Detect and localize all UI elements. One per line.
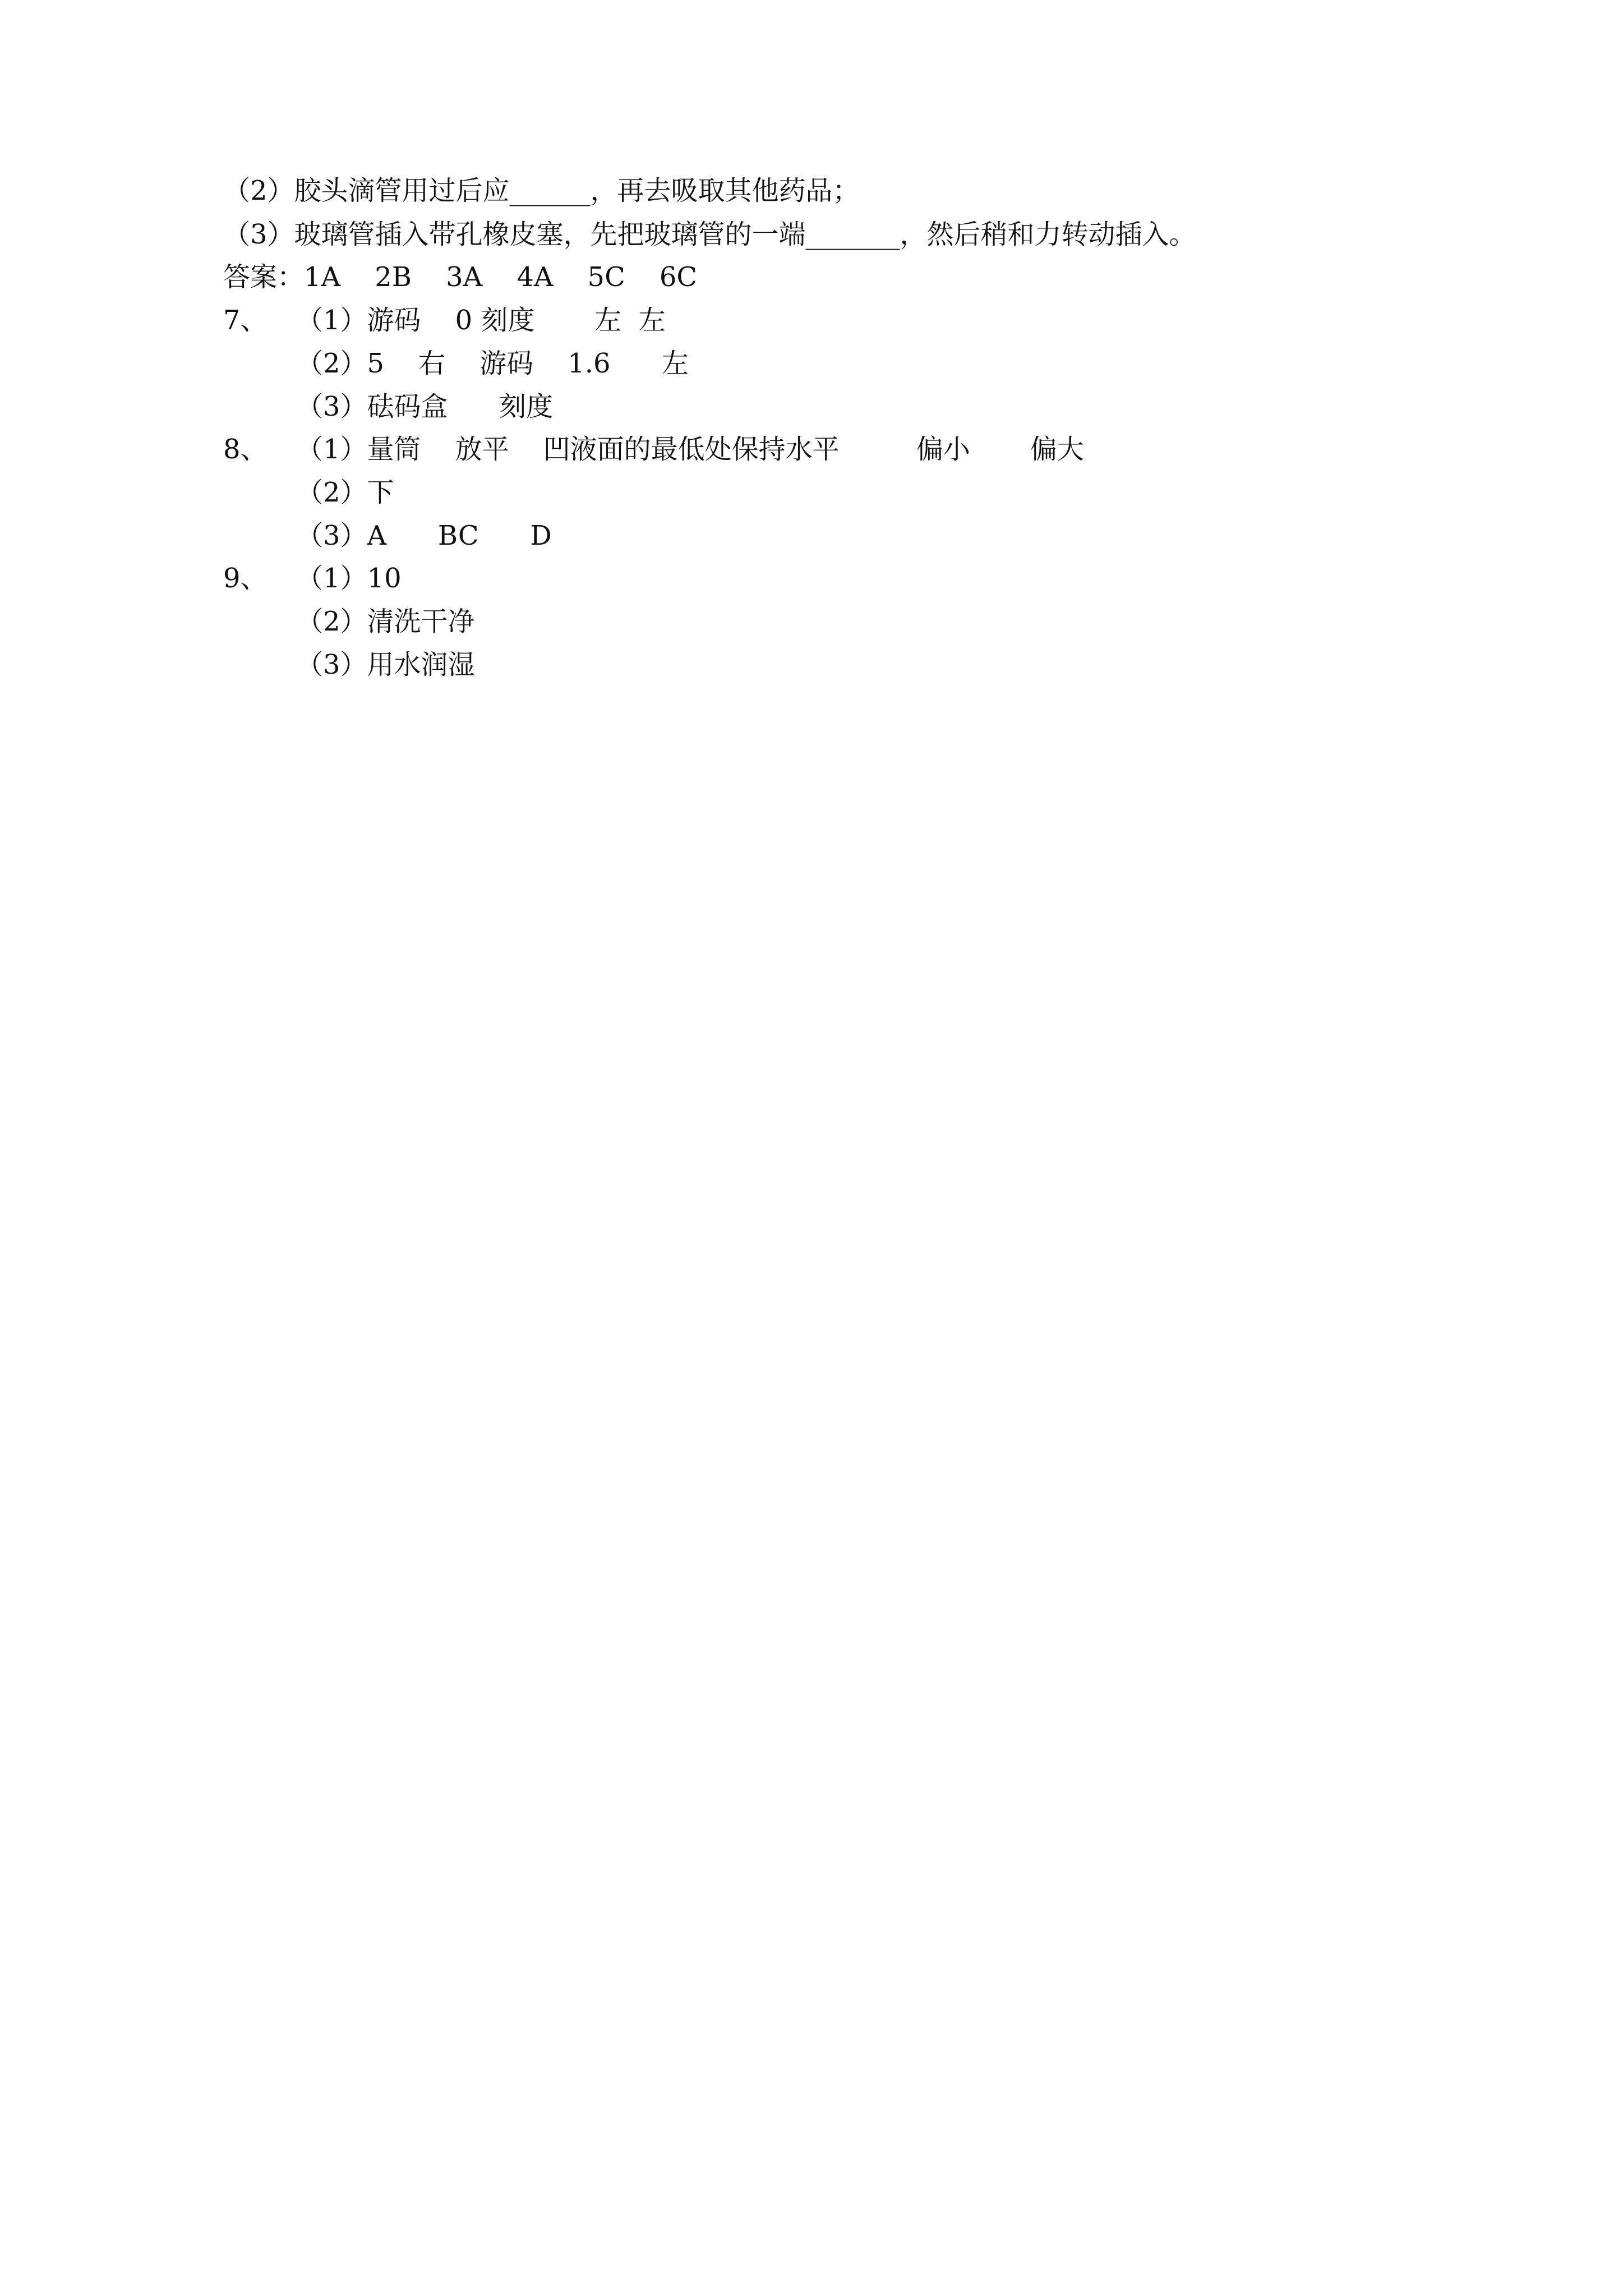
answer-8-line-3: （3）A BC D [296,520,552,551]
answer-8-number: 8、 [223,434,268,465]
answer-8-line-2: （2）下 [296,477,394,508]
answer-8-line-1: （1）量筒 放平 凹液面的最低处保持水平 偏小 偏大 [296,434,1084,465]
answer-9-line-2: （2）清洗干净 [296,606,475,637]
answer-7-line-1: （1）游码 0 刻度 左 左 [296,305,666,336]
answer-7-number: 7、 [223,305,268,336]
answers-header: 答案：1A 2B 3A 4A 5C 6C [223,261,698,293]
answer-9-number: 9、 [223,563,268,594]
answer-7-line-3: （3）砝码盒 刻度 [296,391,554,422]
answer-9-line-3: （3）用水润湿 [296,649,475,680]
question-2: （2）胶头滴管用过后应______，再去吸取其他药品； [223,175,860,206]
answer-9-line-1: （1）10 [296,563,402,594]
question-3: （3）玻璃管插入带孔橡皮塞，先把玻璃管的一端_______，然后稍和力转动插入。 [223,219,1196,250]
answer-7-line-2: （2）5 右 游码 1.6 左 [296,348,689,379]
